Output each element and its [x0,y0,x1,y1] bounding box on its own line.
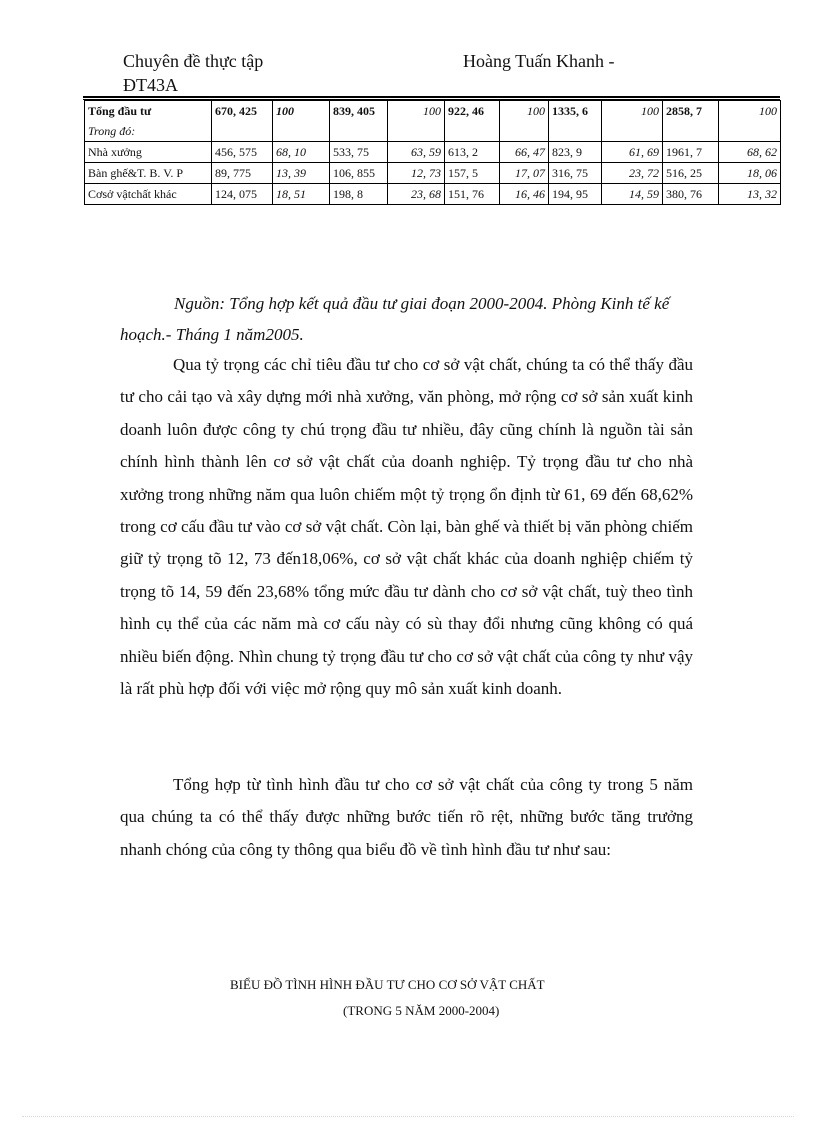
header-author: Hoàng Tuấn Khanh - [463,51,615,71]
cell-value: 613, 2 [445,142,500,163]
cell-percent: 100 [388,101,445,142]
header-rule-thick [83,96,780,98]
body-paragraph: Qua tỷ trọng các chỉ tiêu đầu tư cho cơ sở vật chất, chúng ta có thể thấy đầu tư cho cải tạo và xây dựng mới nhà xưởng, văn phòng, mở rộng cơ sở sản xuất kinh doanh luôn được công ty chú trọng đầu tư nhiều, đây cũng chính là nguồn tài sản chính hình thành lên cơ sở vật chất của doanh nghiệp. Tỷ trọng đầu tư cho nhà xưởng trong những năm qua luôn chiếm một tỷ trọng ổn định từ 61, 69 đến 68,62% trong cơ cấu đầu tư vào cơ sở vật chất. Còn lại, bàn ghế và thiết bị văn phòng chiếm giữ tỷ trọng tõ 12, 73 đến18,06%, cơ sở vật chất khác của doanh nghiệp chiếm tỷ trọng tõ 14, 59 đến 23,68% tổng mức đầu tư dành cho cơ sở vật chất, tuỳ theo tình hình cụ thể của các năm mà cơ cấu này có sù thay đổi nhưng cũng không có quá nhiều biến động. Nhìn chung tỷ trọng đầu tư cho cơ sở vật chất của công ty như vậy là rất phù hợp đối với việc mở rộng quy mô sản xuất kinh doanh. [120,355,693,699]
cell-percent: 100 [500,101,549,142]
cell-value: 106, 855 [330,163,388,184]
cell-value: 2858, 7 [663,101,719,142]
cell-percent: 100 [602,101,663,142]
cell-percent: 100 [273,101,330,142]
cell-percent: 61, 69 [602,142,663,163]
source-note: Nguồn: Tổng hợp kết quả đầu tư giai đoạn 2000-2004. Phòng Kinh tế kế hoạch.- Tháng 1 năm2005. [120,294,670,344]
cell-value: 1961, 7 [663,142,719,163]
cell-percent: 16, 46 [500,184,549,205]
row-label-text: Tổng đầu tư [88,104,152,118]
cell-value: 1335, 6 [549,101,602,142]
row-label: Bàn ghế&T. B. V. P [85,163,212,184]
row-label: Nhà xưởng [85,142,212,163]
cell-percent: 13, 32 [719,184,781,205]
cell-value: 823, 9 [549,142,602,163]
cell-percent: 17, 07 [500,163,549,184]
header-class-code: ĐT43A [123,75,178,95]
table-row-workshop [85,142,781,163]
cell-value: 151, 76 [445,184,500,205]
cell-percent: 68, 10 [273,142,330,163]
cell-percent: 12, 73 [388,163,445,184]
cell-value: 316, 75 [549,163,602,184]
cell-value: 839, 405 [330,101,388,142]
cell-percent: 18, 06 [719,163,781,184]
cell-value: 516, 25 [663,163,719,184]
cell-value: 533, 75 [330,142,388,163]
cell-percent: 13, 39 [273,163,330,184]
cell-value: 380, 76 [663,184,719,205]
cell-value: 124, 075 [212,184,273,205]
cell-percent: 14, 59 [602,184,663,205]
row-label [85,101,212,142]
table-row-other [85,184,781,205]
cell-percent: 66, 47 [500,142,549,163]
table-row-total [85,101,781,142]
header-title: Chuyên đề thực tập [123,51,264,71]
cell-value: 670, 425 [212,101,273,142]
cell-percent: 23, 72 [602,163,663,184]
table-row-furniture [85,163,781,184]
cell-value: 922, 46 [445,101,500,142]
cell-value: 198, 8 [330,184,388,205]
investment-table [84,100,781,205]
body-paragraph: Tổng hợp từ tình hình đầu tư cho cơ sở vật chất của công ty trong 5 năm qua chúng ta có thể thấy được những bước tiến rõ rệt, những bước tăng trưởng nhanh chóng của công ty thông qua biểu đồ về tình hình đầu tư như sau: [120,775,693,859]
page-bottom-dotted-line [22,1116,794,1117]
cell-value: 89, 775 [212,163,273,184]
cell-percent: 100 [719,101,781,142]
cell-percent: 23, 68 [388,184,445,205]
chart-subtitle: (TRONG 5 NĂM 2000-2004) [343,1003,500,1018]
cell-value: 157, 5 [445,163,500,184]
cell-percent: 18, 51 [273,184,330,205]
row-label: Cơsở vậtchất khác [85,184,212,205]
chart-title: BIỂU ĐỒ TÌNH HÌNH ĐẦU TƯ CHO CƠ SỞ VẬT CHẤT [230,977,545,992]
cell-value: 456, 575 [212,142,273,163]
cell-value: 194, 95 [549,184,602,205]
row-sublabel: Trong đó: [88,124,136,138]
cell-percent: 68, 62 [719,142,781,163]
cell-percent: 63, 59 [388,142,445,163]
